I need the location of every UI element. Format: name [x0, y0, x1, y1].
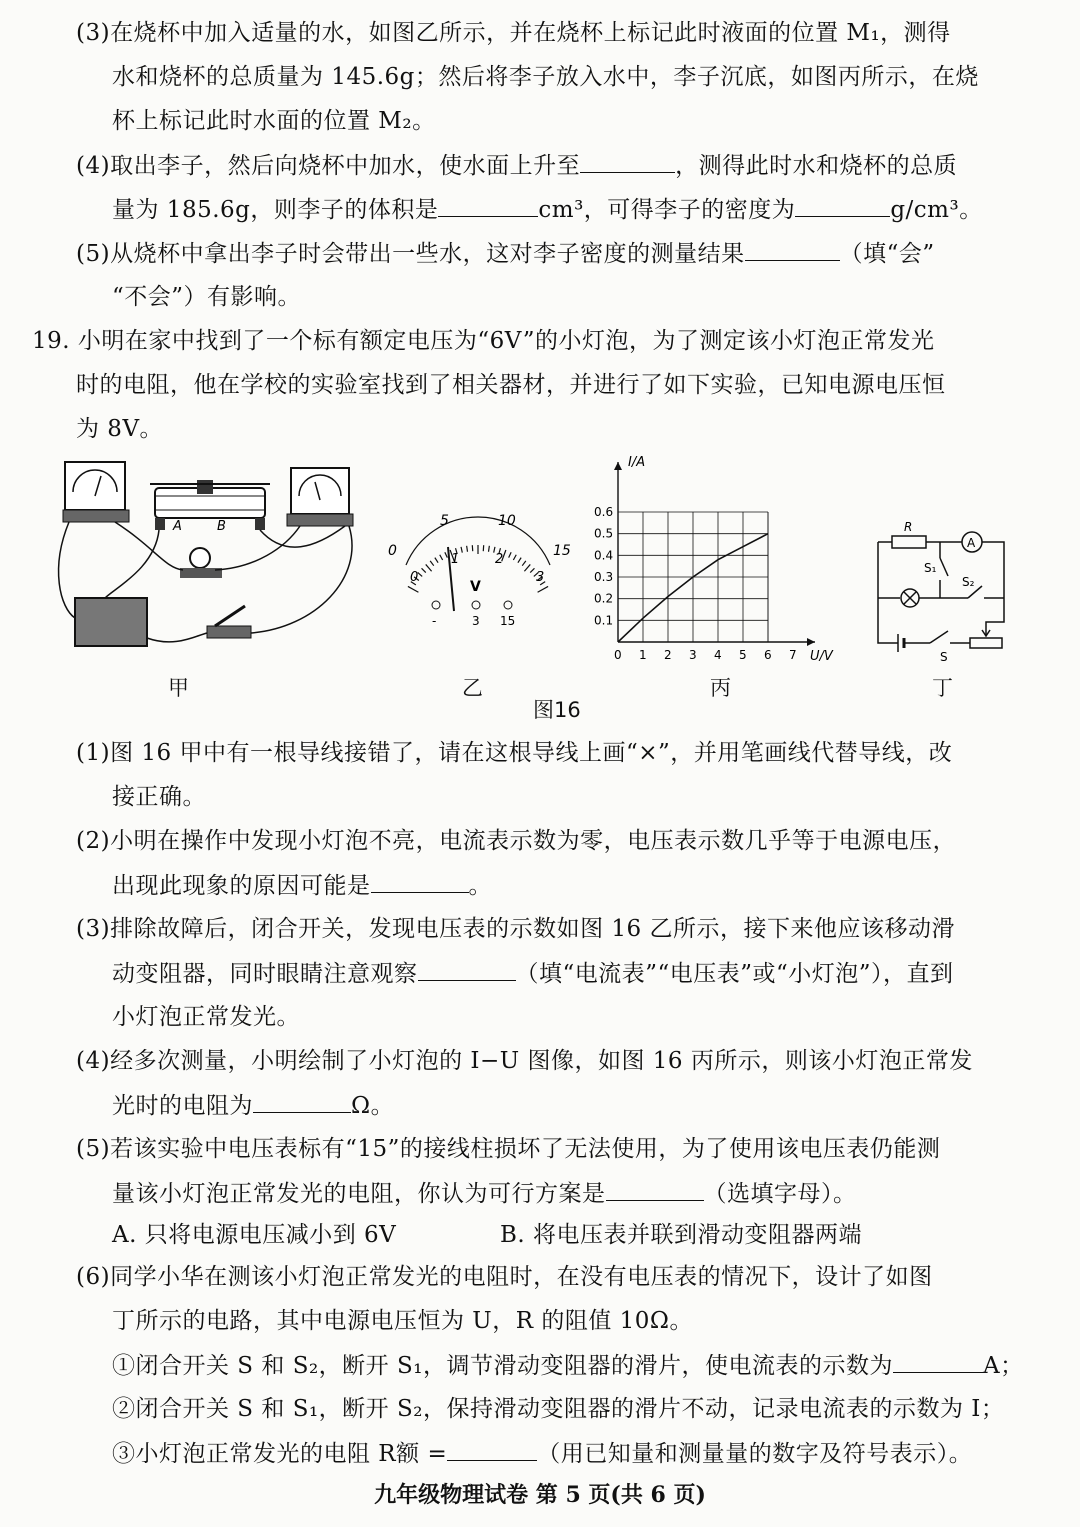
chart-axes [614, 462, 815, 646]
dial-tick [461, 547, 462, 553]
dial-tick [445, 552, 447, 557]
terminal-a-label: A [173, 519, 182, 534]
x-tick-label: 4 [714, 648, 722, 662]
q18-4-text4: cm³，可得李子的密度为 [538, 197, 796, 223]
q19-3-line2 [112, 958, 954, 989]
q19-5-option-b: B. 将电压表并联到滑动变阻器两端 [500, 1222, 863, 1248]
inner-scale-1: 1 [451, 552, 460, 567]
q18-3-line1: (3)在烧杯中加入适量的水，如图乙所示，并在烧杯上标记此时液面的位置 M₁，测得 [76, 20, 951, 46]
q18-4-text5: g/cm³。 [890, 197, 983, 223]
x-tick-label: 5 [739, 648, 747, 662]
q18-3-line2: 水和烧杯的总质量为 145.6g；然后将李子放入水中，李子沉底，如图丙所示，在烧 [112, 64, 979, 90]
q19-5-line1: (5)若该实验中电压表标有“15”的接线柱损坏了无法使用，为了使用该电压表仍能测 [76, 1136, 941, 1162]
y-tick-label: 0.4 [594, 548, 614, 563]
x-tick-label: 7 [789, 648, 797, 662]
inner-scale-0: 0 [410, 570, 419, 585]
q19-1-line2: 接正确。 [112, 784, 206, 810]
rheostat-symbol [970, 638, 1002, 648]
q18-5-line2: “不会”）有影响。 [112, 284, 302, 310]
x-tick-label: 0 [614, 648, 622, 662]
dial-tick [467, 546, 468, 552]
q19-line3: 为 8V。 [76, 416, 164, 442]
q18-4-text3: 量为 185.6g，则李子的体积是 [112, 197, 439, 223]
dial-tick [422, 568, 426, 572]
label-s2: S₂ [962, 575, 975, 589]
x-axis-arrow [807, 638, 815, 646]
terminal-15: 15 [500, 614, 516, 628]
dial-tick [524, 564, 530, 571]
dial-tick [538, 586, 549, 592]
terminal-3: 3 [472, 614, 480, 628]
q18-5-text2: （填“会” [839, 241, 935, 267]
q19-3-text2: （填“电流表”“电压表”或“小灯泡”），直到 [515, 961, 954, 987]
answer-blank[interactable] [893, 1350, 983, 1373]
q19-3-line1: (3)排除故障后，闭合开关，发现电压表的示数如图 16 乙所示，接下来他应该移动滑 [76, 916, 955, 942]
dial-tick [513, 555, 516, 560]
answer-blank[interactable] [580, 150, 675, 173]
q19-4-line2 [112, 1090, 394, 1121]
outer-scale-15: 15 [553, 543, 571, 559]
x-tick-label: 2 [664, 648, 672, 662]
chart-ticks [594, 505, 797, 662]
y-tick-label: 0.2 [594, 591, 614, 606]
figure-ding-circuit [870, 518, 1020, 663]
q18-4-line2 [112, 194, 983, 225]
x-tick-label: 3 [689, 648, 697, 662]
inner-scale-2: 2 [495, 552, 504, 567]
dial-tick [408, 586, 419, 592]
terminal-b-label: B [217, 519, 226, 534]
outer-scale-5: 5 [440, 513, 449, 529]
dial-tick [440, 555, 443, 560]
q18-4-line1 [76, 150, 957, 181]
q19-6-line1: (6)同学小华在测该小灯泡正常发光的电阻时，在没有电压表的情况下，设计了如图 [76, 1264, 933, 1290]
q19-line1: 19. 小明在家中找到了一个标有额定电压为“6V”的小灯泡，为了测定该小灯泡正常发光 [32, 328, 935, 354]
y-tick-label: 0.6 [594, 505, 614, 519]
answer-blank[interactable] [418, 958, 516, 981]
answer-blank[interactable] [253, 1090, 351, 1113]
q19-6-line2: 丁所示的电路，其中电源电压恒为 U，R 的阻值 10Ω。 [112, 1308, 693, 1334]
q19-5-line2 [112, 1178, 857, 1209]
x-tick-label: 1 [639, 648, 647, 662]
dial-tick [430, 561, 434, 566]
label-s: S [940, 650, 948, 663]
q18-4-text1: (4)取出李子，然后向烧杯中加水，使水面上升至 [76, 153, 581, 179]
x-tick-label: 6 [764, 648, 772, 662]
q19-5-option-a: A. 只将电源电压减小到 6V [112, 1222, 397, 1248]
battery-box [75, 598, 147, 646]
figure-yi-voltmeter [378, 505, 578, 630]
label-ammeter: A [967, 536, 976, 550]
chart-ylabel: I/A [628, 455, 646, 470]
resistor-r [892, 536, 926, 548]
dial-tick [489, 546, 490, 552]
figure-jia-circuit [55, 458, 365, 658]
q18-5-line1 [76, 238, 935, 269]
q19-6-step3-note: （用已知量和测量量的数字及符号表示）。 [537, 1441, 973, 1467]
dial-tick [509, 552, 511, 557]
y-tick-label: 0.3 [594, 570, 614, 584]
q19-3-line3: 小灯泡正常发光。 [112, 1004, 300, 1030]
answer-blank[interactable] [371, 870, 469, 893]
terminal-minus: - [432, 614, 437, 628]
y-axis-arrow [614, 462, 622, 470]
q19-line2: 时的电阻，他在学校的实验室找到了相关器材，并进行了如下实验，已知电源电压恒 [76, 372, 946, 398]
q19-4-line1: (4)经多次测量，小明绘制了小灯泡的 I−U 图像，如图 16 丙所示，则该小灯泡正常发 [76, 1048, 973, 1074]
y-tick-label: 0.5 [594, 526, 614, 541]
switch-device [207, 606, 251, 638]
q19-3-text1: 动变阻器，同时眼睛注意观察 [112, 961, 418, 987]
q19-2-line1: (2)小明在操作中发现小灯泡不亮，电流表示数为零，电压表示数几乎等于电源电压， [76, 828, 957, 854]
q19-6-step2: ②闭合开关 S 和 S₁，断开 S₂，保持滑动变阻器的滑片不动，记录电流表的示数为 I； [112, 1396, 1005, 1422]
dial-tick [418, 572, 423, 576]
q19-1-line1: (1)图 16 甲中有一根导线接错了，请在这根导线上画“×”，并用笔画线代替导线，改 [76, 740, 953, 766]
figure-label-ding: 丁 [932, 676, 953, 700]
answer-blank[interactable] [795, 194, 890, 217]
q19-6-step3 [112, 1438, 972, 1469]
figure-label-jia: 甲 [168, 676, 189, 700]
q18-5-text1: (5)从烧杯中拿出李子时会带出一些水，这对李子密度的测量结果 [76, 241, 745, 267]
answer-blank[interactable] [745, 238, 840, 261]
q18-3-line3: 杯上标记此时水面的位置 M₂。 [112, 108, 436, 134]
rheostat-device [150, 480, 270, 534]
q19-5-text2: （选填字母）。 [703, 1181, 857, 1207]
voltmeter-device [287, 468, 353, 526]
ammeter-device [63, 462, 129, 522]
y-tick-label: 0.1 [594, 613, 614, 628]
chart-xlabel: U/V [810, 649, 833, 664]
figure-caption: 图16 [533, 698, 581, 722]
outer-scale-10: 10 [498, 513, 516, 529]
voltmeter-symbol: V [470, 579, 481, 595]
answer-blank[interactable] [447, 1438, 537, 1461]
switch-s [930, 631, 948, 643]
outer-scale-0: 0 [388, 543, 397, 559]
q19-2-text2: 。 [468, 873, 492, 899]
q18-4-text2: ，测得此时水和烧杯的总质 [675, 153, 958, 179]
inner-scale-3: 3 [536, 570, 545, 585]
bulb-device [180, 548, 222, 578]
q19-6-step1-unit: A； [982, 1353, 1024, 1379]
dial-tick [518, 558, 521, 563]
dial-tick [426, 564, 432, 571]
answer-blank[interactable] [438, 194, 538, 217]
q19-6-step1-text: ①闭合开关 S 和 S₂，断开 S₁，调节滑动变阻器的滑片，使电流表的示数为 [112, 1353, 893, 1379]
q19-4-text1: 光时的电阻为 [112, 1093, 253, 1119]
q19-4-text2: Ω。 [351, 1093, 395, 1119]
label-s1: S₁ [924, 561, 937, 575]
q19-6-step3-text: ③小灯泡正常发光的电阻 R额 = [112, 1441, 448, 1467]
figure-label-yi: 乙 [462, 676, 483, 700]
q19-2-line2 [112, 870, 492, 901]
page-footer: 九年级物理试卷 第 5 页(共 6 页) [374, 1482, 706, 1508]
q19-2-text1: 出现此现象的原因可能是 [112, 873, 371, 899]
answer-blank[interactable] [606, 1178, 704, 1201]
dial-tick [435, 558, 438, 563]
figure-bing-iu-chart [588, 452, 848, 667]
q19-5-text1: 量该小灯泡正常发光的电阻，你认为可行方案是 [112, 1181, 606, 1207]
figure-label-bing: 丙 [710, 676, 731, 700]
switch-s1 [940, 558, 948, 576]
dial-tick [522, 561, 526, 566]
label-r: R [904, 520, 913, 534]
dial-tick [530, 568, 534, 572]
q19-6-step1 [112, 1350, 1024, 1381]
